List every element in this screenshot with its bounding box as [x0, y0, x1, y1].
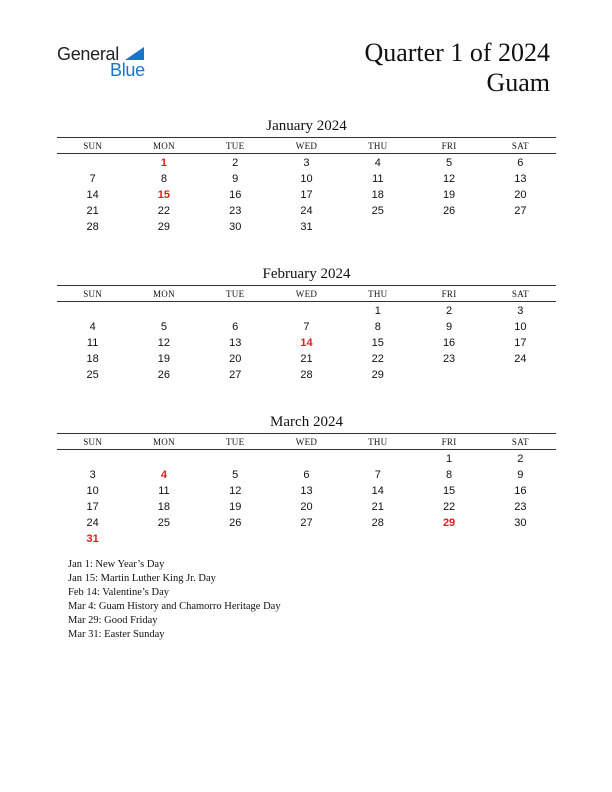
- day-cell: 2: [446, 305, 453, 317]
- day-cell: 27: [229, 369, 242, 381]
- weekday-label: THU: [368, 140, 388, 151]
- day-cell: 22: [371, 353, 384, 365]
- day-cell: 12: [442, 173, 456, 185]
- days-grid: [57, 451, 556, 547]
- days-grid: [57, 303, 556, 383]
- weekday-label: FRI: [441, 140, 457, 151]
- holiday-item: Mar 4: Guam History and Chamorro Heritage Day: [68, 601, 281, 612]
- day-cell: 12: [229, 485, 242, 497]
- day-cell: 20: [300, 501, 313, 513]
- logo-triangle-icon: [125, 47, 144, 60]
- day-cell: 26: [157, 369, 171, 381]
- holiday-item: Feb 14: Valentine’s Day: [68, 587, 170, 598]
- day-blank: [57, 451, 128, 467]
- weekday-label: SUN: [83, 140, 103, 151]
- weekday-label: FRI: [441, 288, 457, 299]
- day-cell: 17: [514, 337, 527, 349]
- weekday-label: FRI: [441, 436, 457, 447]
- day-blank: [342, 451, 413, 467]
- day-cell-holiday: 1: [160, 157, 167, 169]
- days-grid: [57, 155, 556, 235]
- day-cell: 30: [229, 221, 242, 233]
- day-cell: 10: [514, 321, 527, 333]
- day-blank: [271, 451, 342, 467]
- day-cell: 24: [300, 205, 313, 217]
- weekday-label: TUE: [226, 436, 245, 447]
- weekday-label: WED: [295, 140, 318, 151]
- day-blank: [57, 155, 128, 171]
- weekday-label: THU: [368, 288, 388, 299]
- day-cell: 24: [514, 353, 527, 365]
- weekday-label: SAT: [511, 288, 529, 299]
- day-cell: 6: [303, 469, 310, 481]
- day-cell: 21: [371, 501, 384, 513]
- holiday-item: Jan 1: New Year’s Day: [68, 559, 165, 570]
- day-cell: 13: [300, 485, 313, 497]
- day-cell: 8: [160, 173, 167, 185]
- weekday-label: SUN: [83, 288, 103, 299]
- day-cell: 9: [517, 469, 524, 481]
- day-cell: 27: [514, 205, 527, 217]
- day-cell: 28: [86, 221, 99, 233]
- month-calendar-march: [57, 413, 556, 547]
- day-cell-holiday: 15: [157, 189, 171, 201]
- day-blank: [57, 303, 128, 319]
- weekday-label: WED: [295, 288, 318, 299]
- day-cell: 5: [160, 321, 167, 333]
- logo-word-blue: Blue: [110, 60, 145, 80]
- day-cell: 26: [442, 205, 456, 217]
- logo-word-general: General: [57, 44, 119, 64]
- holiday-item: Mar 29: Good Friday: [68, 615, 158, 626]
- day-cell: 16: [514, 485, 527, 497]
- day-cell: 13: [514, 173, 527, 185]
- day-cell-holiday: 4: [160, 469, 167, 481]
- day-cell: 14: [371, 485, 384, 497]
- page-title: Quarter 1 of 2024: [364, 38, 550, 67]
- day-blank: [200, 303, 271, 319]
- day-cell: 21: [86, 205, 99, 217]
- day-cell: 14: [86, 189, 99, 201]
- day-cell: 23: [442, 353, 456, 365]
- day-cell: 19: [157, 353, 171, 365]
- day-cell: 4: [374, 157, 381, 169]
- day-cell: 10: [86, 485, 99, 497]
- day-cell: 28: [371, 517, 384, 529]
- generalblue-logo: [57, 44, 167, 84]
- day-cell: 18: [157, 501, 171, 513]
- weekday-label: MON: [152, 288, 175, 299]
- weekday-label: THU: [368, 436, 388, 447]
- day-cell: 29: [371, 369, 384, 381]
- month-calendar-january: [57, 117, 556, 235]
- day-cell: 20: [229, 353, 242, 365]
- day-cell: 19: [229, 501, 242, 513]
- day-cell: 18: [371, 189, 384, 201]
- day-cell: 16: [442, 337, 456, 349]
- day-cell: 13: [229, 337, 242, 349]
- day-cell: 9: [446, 321, 453, 333]
- day-cell: 16: [229, 189, 242, 201]
- day-blank: [128, 451, 199, 467]
- day-blank: [200, 451, 271, 467]
- day-cell: 21: [300, 353, 313, 365]
- weekday-label: SAT: [511, 140, 529, 151]
- day-cell: 19: [442, 189, 456, 201]
- page-subtitle: Guam: [486, 68, 550, 97]
- holiday-list: [68, 558, 281, 642]
- weekday-label: MON: [152, 140, 175, 151]
- day-cell: 11: [158, 485, 170, 497]
- day-cell-holiday: 31: [86, 533, 99, 545]
- day-cell: 1: [374, 305, 381, 317]
- day-cell: 30: [514, 517, 527, 529]
- weekday-label: WED: [295, 436, 318, 447]
- day-cell: 7: [89, 173, 96, 185]
- day-cell: 20: [514, 189, 527, 201]
- month-title: March 2024: [270, 414, 343, 430]
- day-cell: 18: [86, 353, 99, 365]
- day-cell: 2: [517, 453, 524, 465]
- weekday-label: MON: [152, 436, 175, 447]
- day-cell: 8: [446, 469, 453, 481]
- day-cell-holiday: 29: [442, 517, 456, 529]
- day-cell: 17: [300, 189, 313, 201]
- day-cell: 6: [232, 321, 239, 333]
- day-cell: 25: [371, 205, 384, 217]
- month-title: February 2024: [262, 266, 351, 282]
- weekday-label: SUN: [83, 436, 103, 447]
- day-cell: 15: [371, 337, 384, 349]
- day-cell: 29: [157, 221, 171, 233]
- day-cell: 22: [157, 205, 171, 217]
- month-calendar-february: [57, 265, 556, 383]
- day-cell: 2: [232, 157, 239, 169]
- month-title: January 2024: [266, 118, 347, 134]
- day-cell: 24: [86, 517, 99, 529]
- day-cell: 3: [89, 469, 96, 481]
- day-cell: 3: [303, 157, 310, 169]
- day-cell-holiday: 14: [300, 337, 313, 349]
- day-cell: 7: [303, 321, 310, 333]
- day-cell: 5: [446, 157, 453, 169]
- weekday-label: TUE: [226, 140, 245, 151]
- day-cell: 23: [229, 205, 242, 217]
- day-cell: 22: [442, 501, 456, 513]
- day-cell: 12: [157, 337, 171, 349]
- weekday-label: TUE: [226, 288, 245, 299]
- day-cell: 26: [229, 517, 242, 529]
- day-cell: 15: [442, 485, 456, 497]
- day-cell: 1: [446, 453, 453, 465]
- weekday-header-row: [57, 285, 556, 302]
- day-cell: 25: [86, 369, 99, 381]
- holiday-item: Jan 15: Martin Luther King Jr. Day: [68, 573, 216, 584]
- day-blank: [271, 303, 342, 319]
- day-cell: 7: [374, 469, 381, 481]
- day-cell: 31: [300, 221, 313, 233]
- day-cell: 6: [517, 157, 524, 169]
- day-cell: 10: [300, 173, 313, 185]
- day-cell: 28: [300, 369, 313, 381]
- day-blank: [128, 303, 199, 319]
- weekday-header-row: [57, 433, 556, 450]
- weekday-label: SAT: [511, 436, 529, 447]
- day-cell: 23: [514, 501, 527, 513]
- day-cell: 11: [86, 337, 99, 349]
- day-cell: 17: [86, 501, 99, 513]
- day-cell: 9: [232, 173, 239, 185]
- day-cell: 8: [374, 321, 381, 333]
- weekday-header-row: [57, 137, 556, 154]
- day-cell: 3: [517, 305, 524, 317]
- holiday-item: Mar 31: Easter Sunday: [68, 629, 165, 640]
- day-cell: 25: [157, 517, 171, 529]
- day-cell: 27: [300, 517, 313, 529]
- day-cell: 11: [372, 173, 384, 185]
- page-header: [364, 38, 550, 98]
- day-cell: 4: [89, 321, 96, 333]
- day-cell: 5: [232, 469, 239, 481]
